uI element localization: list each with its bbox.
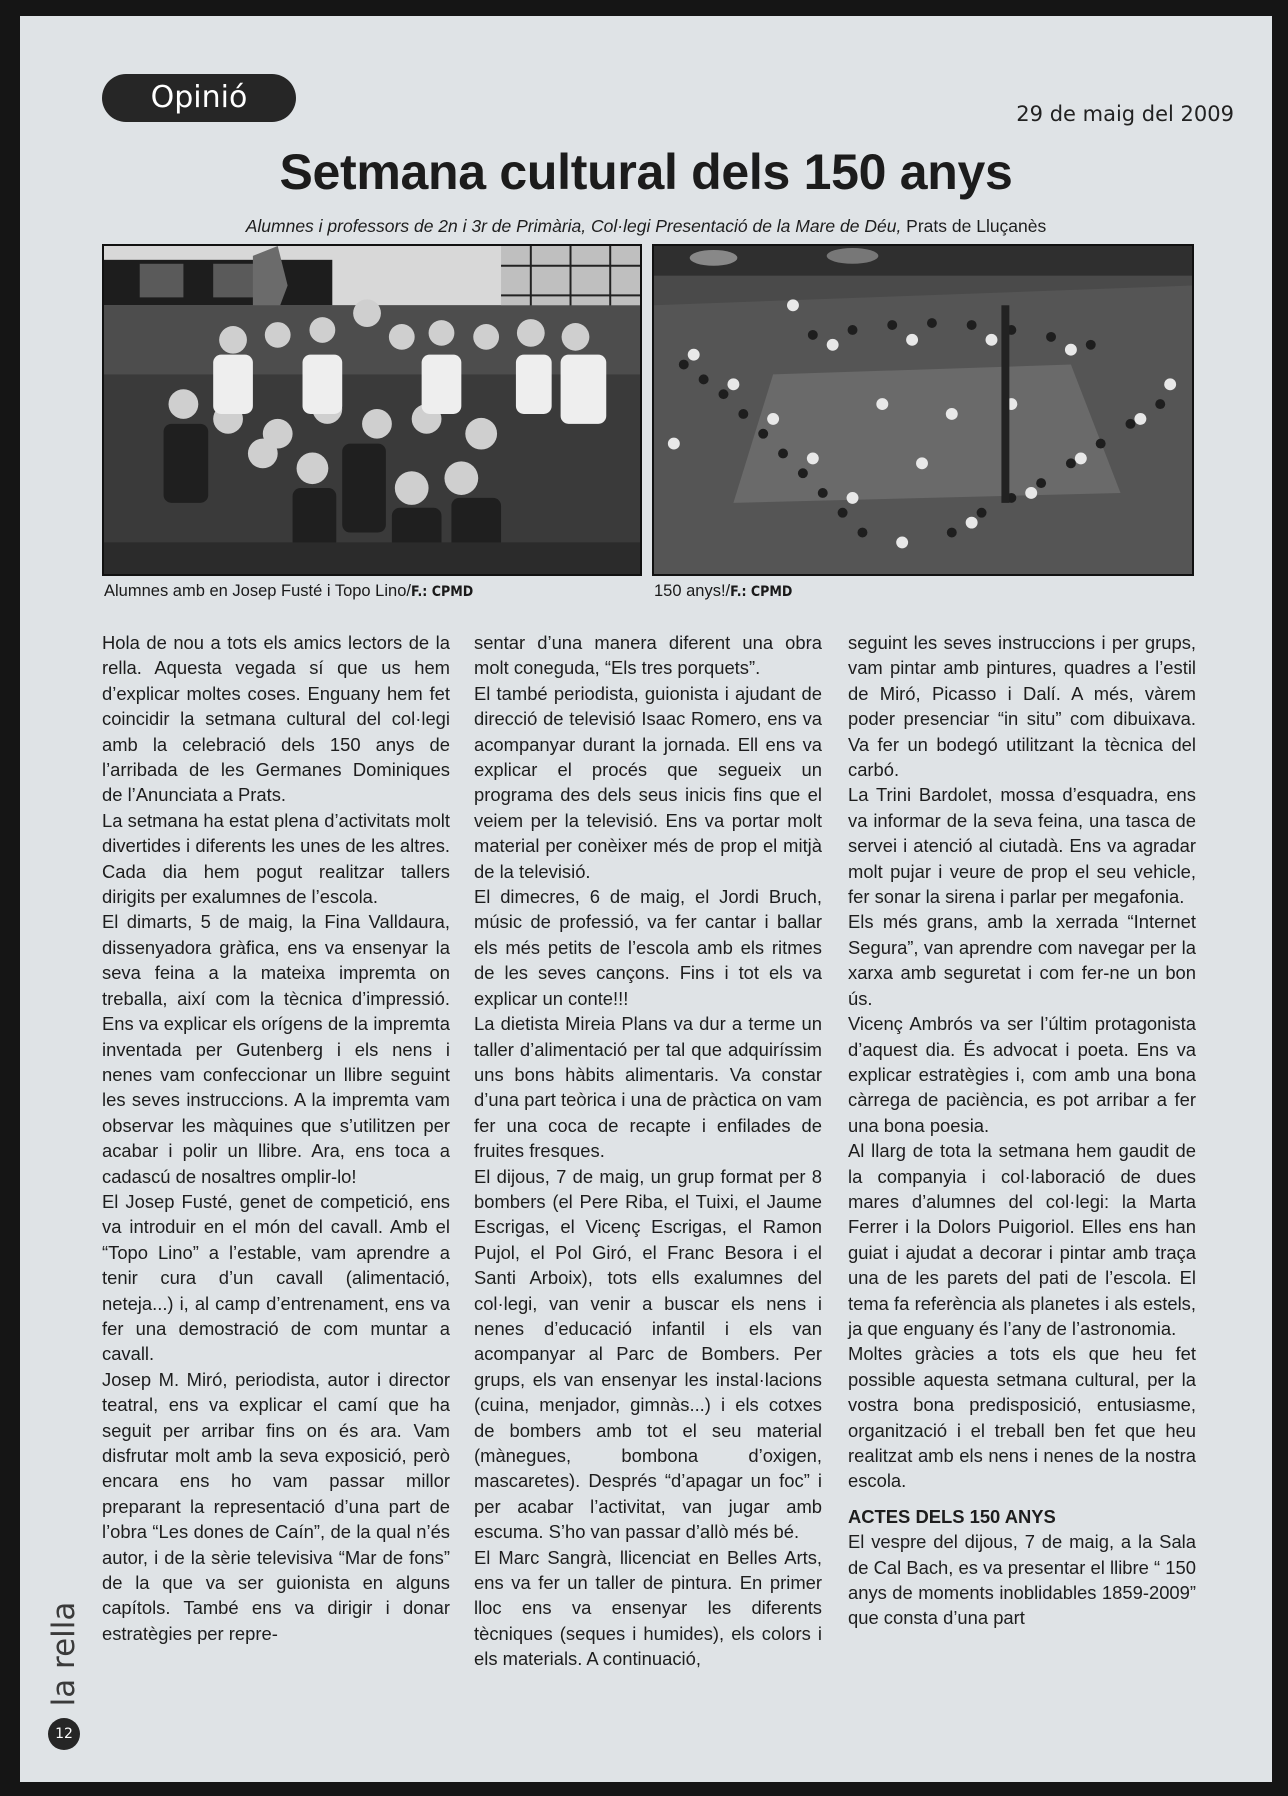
page-number: 12 (48, 1718, 80, 1750)
section-label: Opinió (102, 74, 296, 122)
text-column-2 (474, 630, 822, 1672)
paragraph: Vicenç Ambrós va ser l’últim protagonista d’aquest dia. És advocat i poeta. Ens va explicar estratègies i, com amb una bona càrrega de paciència, es pot arribar a fer una bona poesia. (848, 1013, 1196, 1136)
paragraph: Josep M. Miró, periodista, autor i director teatral, ens va explicar el camí que ha seguit per arribar fins on és ara. Vam disfrutar molt amb la seva exposició, però encara ens ho vam passar millor preparant la representació d’una part de l’obra “Les dones de Caín”, de la qual n’és autor, i de la sèrie televisiva “Mar de fons” de la que va ser guionista en alguns capítols. També ens va dirigir i donar estratègies per repre- (102, 1368, 450, 1644)
byline-italic: Alumnes i professors de 2n i 3r de Primària, Col·legi Presentació de la Mare de Déu, (245, 216, 902, 236)
paragraph: La setmana ha estat plena d’activitats molt divertides i diferents les unes de les altres. Cada dia hem pogut realitzar tallers dirigits per exalumnes de l’escola. (102, 809, 450, 908)
paragraph: sentar d’una manera diferent una obra molt coneguda, “Els tres porquets”. (474, 632, 822, 679)
caption-text: 150 anys!/ (654, 582, 731, 600)
paragraph: La Trini Bardolet, mossa d’esquadra, ens va informar de la seva feina, una tasca de servei i atenció al ciutadà. Ens va agradar molt pujar i veure de prop el seu vehicle, fer sonar la sirena i parlar per megafonia. (848, 784, 1196, 908)
paragraph: seguint les seves instruccions i per grups, vam pintar amb pintures, quadres a l’estil de Miró, Picasso i Dalí. A més, vàrem poder presenciar “in situ” com dibuixava. Va fer un bodegó utilitzant la tècnica del carbó. (848, 632, 1196, 781)
article-byline (20, 216, 1272, 237)
photo-students-with-horse (102, 244, 642, 576)
byline-location: Prats de Lluçanès (901, 216, 1047, 236)
paragraph: Al llarg de tota la setmana hem gaudit de la companyia i col·laboració de dues mares d’alumnes del col·legi: la Marta Ferrer i la Dolors Puigoriol. Elles ens han guiat i ajudat a decorar i pintar amb traça una de les parets del pati de l’escola. El tema fa referència als planetes i als estels, ja que enguany és l’any de l’astronomia. (848, 1140, 1196, 1339)
paragraph: Els més grans, amb la xerrada “Internet Segura”, van aprendre com navegar per la xarxa amb seguretat i com fer-ne un bon ús. (848, 911, 1196, 1009)
paragraph: El vespre del dijous, 7 de maig, a la Sala de Cal Bach, es va presentar el llibre “ 150 anys de moments inoblidables 1859-2009” que consta d’una part (848, 1531, 1196, 1629)
article-title: Setmana cultural dels 150 anys (279, 144, 1013, 200)
paragraph: La dietista Mireia Plans va dur a terme un taller d’alimentació per tal que adquiríssim uns bons hàbits alimentaris. Va constar d’una part teòrica i una de pràctica on vam fer una coca de recapte i enfilades de fruites fresques. (474, 1013, 822, 1162)
caption-credit: F.: CPMD (730, 584, 793, 600)
paragraph: El dijous, 7 de maig, un grup format per 8 bombers (el Pere Riba, el Tuixi, el Jaume Escrigas, el Vicenç Escrigas, el Ramon Pujol, el Pol Giró, el Franc Besora i el Santi Arboix), tots ells exalumnes del col·legi, van venir a buscar els nens i nenes d’educació infantil i els van acompanyar al Parc de Bombers. Per grups, els van ensenyar les instal·lacions (cuina, menjador, gimnàs...) i els cotxes de bombers amb tot el seu material (mànegues, bombona d’oxigen, mascaretes). Després “d’apagar un foc” i per acabar l’activitat, van jugar amb escuma. S’ho van passar d’allò més bé. (474, 1165, 822, 1543)
paragraph: Moltes gràcies a tots els que heu fet possible aquesta setmana cultural, per la vostra bona predisposició, entusiasme, organització i el treball ben fet que heu realitzat amb els nens i nenes de la nostra escola. (848, 1343, 1196, 1492)
caption-credit: F.: CPMD (410, 584, 474, 600)
paragraph: El Josep Fusté, genet de competició, ens va introduir en el món del cavall. Amb el “Topo Lino” a l’estable, vam aprendre a tenir cura d’un cavall (alimentació, neteja...) i, al camp d’entrenament, ens va fer una demostració de com muntar a cavall. (102, 1190, 450, 1365)
article-date: 29 de maig del 2009 (1016, 102, 1234, 126)
paragraph: El dimarts, 5 de maig, la Fina Valldaura, dissenyadora gràfica, ens va ensenyar la seva feina a la mateixa impremta on treballa, així com la tècnica d’impressió. Ens va explicar els orígens de la impremta inventada per Gutenberg i els nens i nenes vam confeccionar un llibre seguint les seves instruccions. A la impremta vam observar les màquines que s’utilitzen per acabar i polir un llibre. Ara, ens toca a cadascú de nosaltres omplir-lo! (102, 911, 450, 1187)
paragraph: El dimecres, 6 de maig, el Jordi Bruch, músic de professió, va fer cantar i ballar els més petits de l’escola amb els ritmes de les seves cançons. Fins i tot els va explicar un conte!!! (474, 886, 822, 1009)
caption-text: Alumnes amb en Josep Fusté i Topo Lino/ (104, 582, 411, 600)
text-column-1 (102, 630, 450, 1646)
paragraph: El també periodista, guionista i ajudant de direcció de televisió Isaac Romero, ens va acompanyar durant la jornada. Ell ens va explicar el procés que segueix un programa des dels seus inicis fins que el veiem per la televisió. Ens va portar molt material per conèixer més de prop el mitjà de la televisió. (474, 682, 822, 882)
text-column-3 (848, 630, 1196, 1631)
newspaper-page (20, 16, 1272, 1782)
paragraph: Hola de nou a tots els amics lectors de la rella. Aquesta vegada sí que us hem d’explicar moltes coses. Enguany hem fet coincidir la setmana cultural del col·legi amb la celebració dels 150 anys de l’arribada de les Germanes Dominiques de l’Anunciata a Prats. (102, 632, 450, 806)
publication-brand (44, 1594, 84, 1714)
brand-text: la rella (46, 1601, 82, 1707)
photo-150-anys-schoolyard (652, 244, 1194, 576)
photo-caption-2 (654, 582, 792, 601)
subheading-actes: ACTES DELS 150 ANYS (848, 1505, 1056, 1527)
photo-caption-1 (104, 582, 473, 601)
paragraph: El Marc Sangrà, llicenciat en Belles Arts, ens va fer un taller de pintura. En primer lloc ens va ensenyar les diferents tècniques (seques i humides), els colors i els materials. A continuació, (474, 1546, 822, 1670)
